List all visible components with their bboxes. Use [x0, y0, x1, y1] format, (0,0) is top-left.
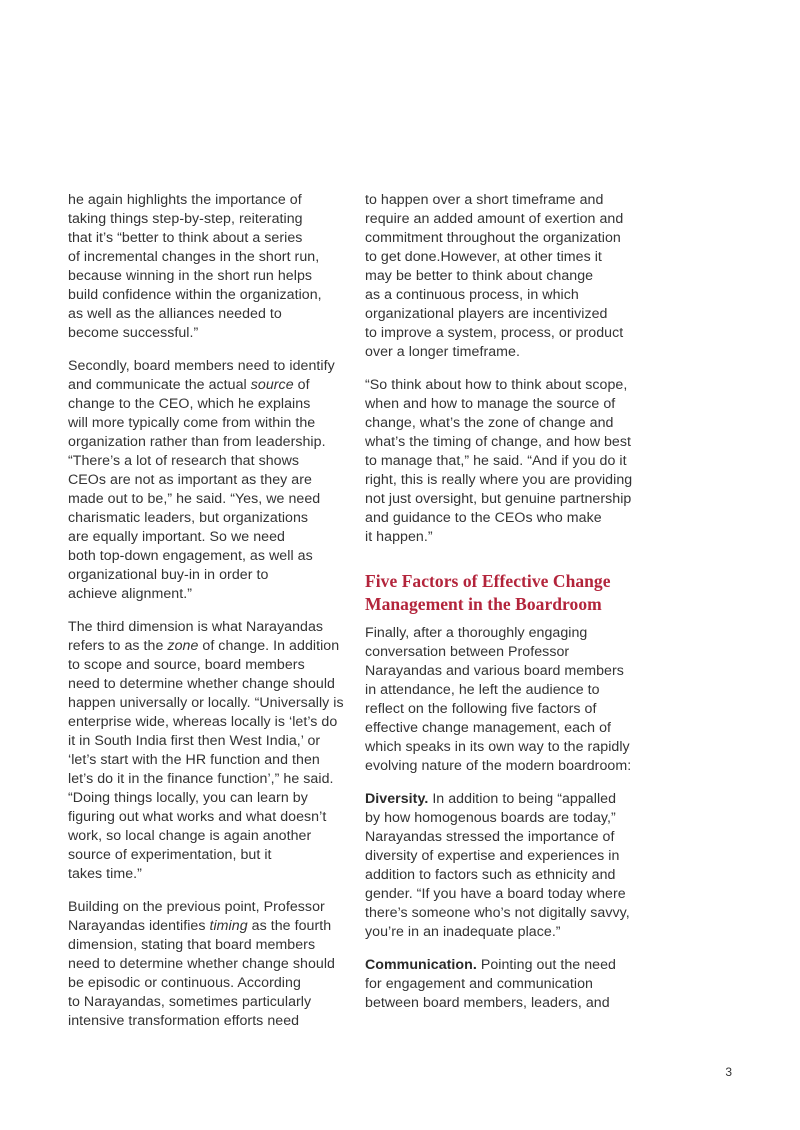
text-line: work, so local change is again another [68, 828, 312, 844]
text-line: dimension, stating that board members [68, 937, 316, 953]
text-line: not just oversight, but genuine partnership [365, 491, 632, 507]
paragraph [365, 790, 655, 942]
text-line: made out to be,” he said. “Yes, we need [68, 491, 321, 507]
text-line: build confidence within the organization, [68, 287, 322, 303]
right-column [365, 191, 655, 1027]
text-line: which speaks in its own way to the rapidly [365, 739, 630, 755]
text-line: organizational players are incentivized [365, 306, 608, 322]
text-line: charismatic leaders, but organizations [68, 510, 309, 526]
paragraph-lead: Diversity. [365, 791, 429, 807]
text-line: evolving nature of the modern boardroom: [365, 758, 632, 774]
page-number: 3 [725, 1065, 732, 1079]
text-line: commitment throughout the organization [365, 230, 621, 246]
heading-line: Management in the Boardroom [365, 594, 602, 614]
text-line: over a longer timeframe. [365, 344, 520, 360]
text-line: ‘let’s start with the HR function and then [68, 752, 320, 768]
text-line: organizational buy-in in order to [68, 567, 269, 583]
text-line: intensive transformation efforts need [68, 1013, 300, 1029]
text-line: CEOs are not as important as they are [68, 472, 312, 488]
text-line: gender. “If you have a board today where [365, 886, 626, 902]
text-line: it in South India first then West India,’ or [68, 733, 321, 749]
paragraph-lead: Communication. [365, 957, 477, 973]
text-line: need to determine whether change should [68, 956, 335, 972]
text-line: by how homogenous boards are today,” [365, 810, 616, 826]
text-line: need to determine whether change should [68, 676, 335, 692]
text-line: let’s do it in the finance function’,” he said. [68, 771, 334, 787]
text-line: and communicate the actual source of [68, 377, 310, 393]
heading-line: Five Factors of Effective Change [365, 571, 611, 591]
text-line: to happen over a short timeframe and [365, 192, 604, 208]
text-line: you’re in an inadequate place.” [365, 924, 561, 940]
text-line: happen universally or locally. “Universally is [68, 695, 344, 711]
text-line: Building on the previous point, Professor [68, 899, 325, 915]
text-line: The third dimension is what Narayandas [68, 619, 324, 635]
section-heading [365, 570, 655, 616]
text-line: are equally important. So we need [68, 529, 285, 545]
text-line: as a continuous process, in which [365, 287, 579, 303]
paragraph [68, 898, 358, 1031]
text-line: be episodic or continuous. According [68, 975, 301, 991]
text-line: change, what’s the zone of change and [365, 415, 614, 431]
text-line: organization rather than from leadership. [68, 434, 326, 450]
text-line: require an added amount of exertion and [365, 211, 624, 227]
text-line: reflect on the following five factors of [365, 701, 597, 717]
text-line: there’s someone who’s not digitally savvy, [365, 905, 630, 921]
text-line: for engagement and communication [365, 976, 593, 992]
text-line: Communication. Pointing out the need [365, 957, 616, 973]
text-line: to Narayandas, sometimes particularly [68, 994, 312, 1010]
paragraph [365, 956, 655, 1013]
text-line: of incremental changes in the short run, [68, 249, 320, 265]
text-line: Secondly, board members need to identify [68, 358, 335, 374]
text-line: because winning in the short run helps [68, 268, 313, 284]
text-line: Narayandas and various board members [365, 663, 624, 679]
text-line: Finally, after a thoroughly engaging [365, 625, 588, 641]
left-column [68, 191, 358, 1045]
text-line: he again highlights the importance of [68, 192, 302, 208]
text-line: become successful.” [68, 325, 199, 341]
text-line: source of experimentation, but it [68, 847, 272, 863]
text-line: Narayandas stressed the importance of [365, 829, 615, 845]
text-line: both top-down engagement, as well as [68, 548, 313, 564]
text-line: change to the CEO, which he explains [68, 396, 311, 412]
text-line: in attendance, he left the audience to [365, 682, 600, 698]
emphasis: zone [167, 638, 199, 654]
text-line: “There’s a lot of research that shows [68, 453, 300, 469]
text-line: takes time.” [68, 866, 142, 882]
text-line: as well as the alliances needed to [68, 306, 282, 322]
text-line: “So think about how to think about scope, [365, 377, 628, 393]
text-line: diversity of expertise and experiences in [365, 848, 620, 864]
text-line: to manage that,” he said. “And if you do it [365, 453, 627, 469]
text-line: Narayandas identifies timing as the fourth [68, 918, 332, 934]
text-line: effective change management, each of [365, 720, 612, 736]
text-line: Diversity. In addition to being “appalled [365, 791, 617, 807]
text-line: “Doing things locally, you can learn by [68, 790, 308, 806]
emphasis: timing [209, 918, 248, 934]
paragraph [68, 191, 358, 343]
text-line: figuring out what works and what doesn’t [68, 809, 327, 825]
text-line: between board members, leaders, and [365, 995, 610, 1011]
text-line: it happen.” [365, 529, 433, 545]
text-line: that it’s “better to think about a series [68, 230, 303, 246]
paragraph [68, 618, 358, 884]
text-line: right, this is really where you are providing [365, 472, 633, 488]
text-line: addition to factors such as ethnicity and [365, 867, 616, 883]
text-line: will more typically come from within the [68, 415, 316, 431]
text-line: when and how to manage the source of [365, 396, 616, 412]
paragraph [365, 624, 655, 776]
text-line: enterprise wide, whereas locally is ‘let’s do [68, 714, 338, 730]
text-line: and guidance to the CEOs who make [365, 510, 602, 526]
text-line: achieve alignment.” [68, 586, 192, 602]
emphasis: source [250, 377, 294, 393]
text-line: what’s the timing of change, and how best [365, 434, 632, 450]
paragraph [68, 357, 358, 604]
paragraph [365, 191, 655, 362]
paragraph [365, 376, 655, 547]
text-line: to scope and source, board members [68, 657, 305, 673]
text-line: to improve a system, process, or product [365, 325, 624, 341]
text-line: taking things step-by-step, reiterating [68, 211, 303, 227]
text-line: conversation between Professor [365, 644, 570, 660]
text-line: to get done.However, at other times it [365, 249, 602, 265]
text-line: refers to as the zone of change. In addition [68, 638, 340, 654]
text-line: may be better to think about change [365, 268, 594, 284]
